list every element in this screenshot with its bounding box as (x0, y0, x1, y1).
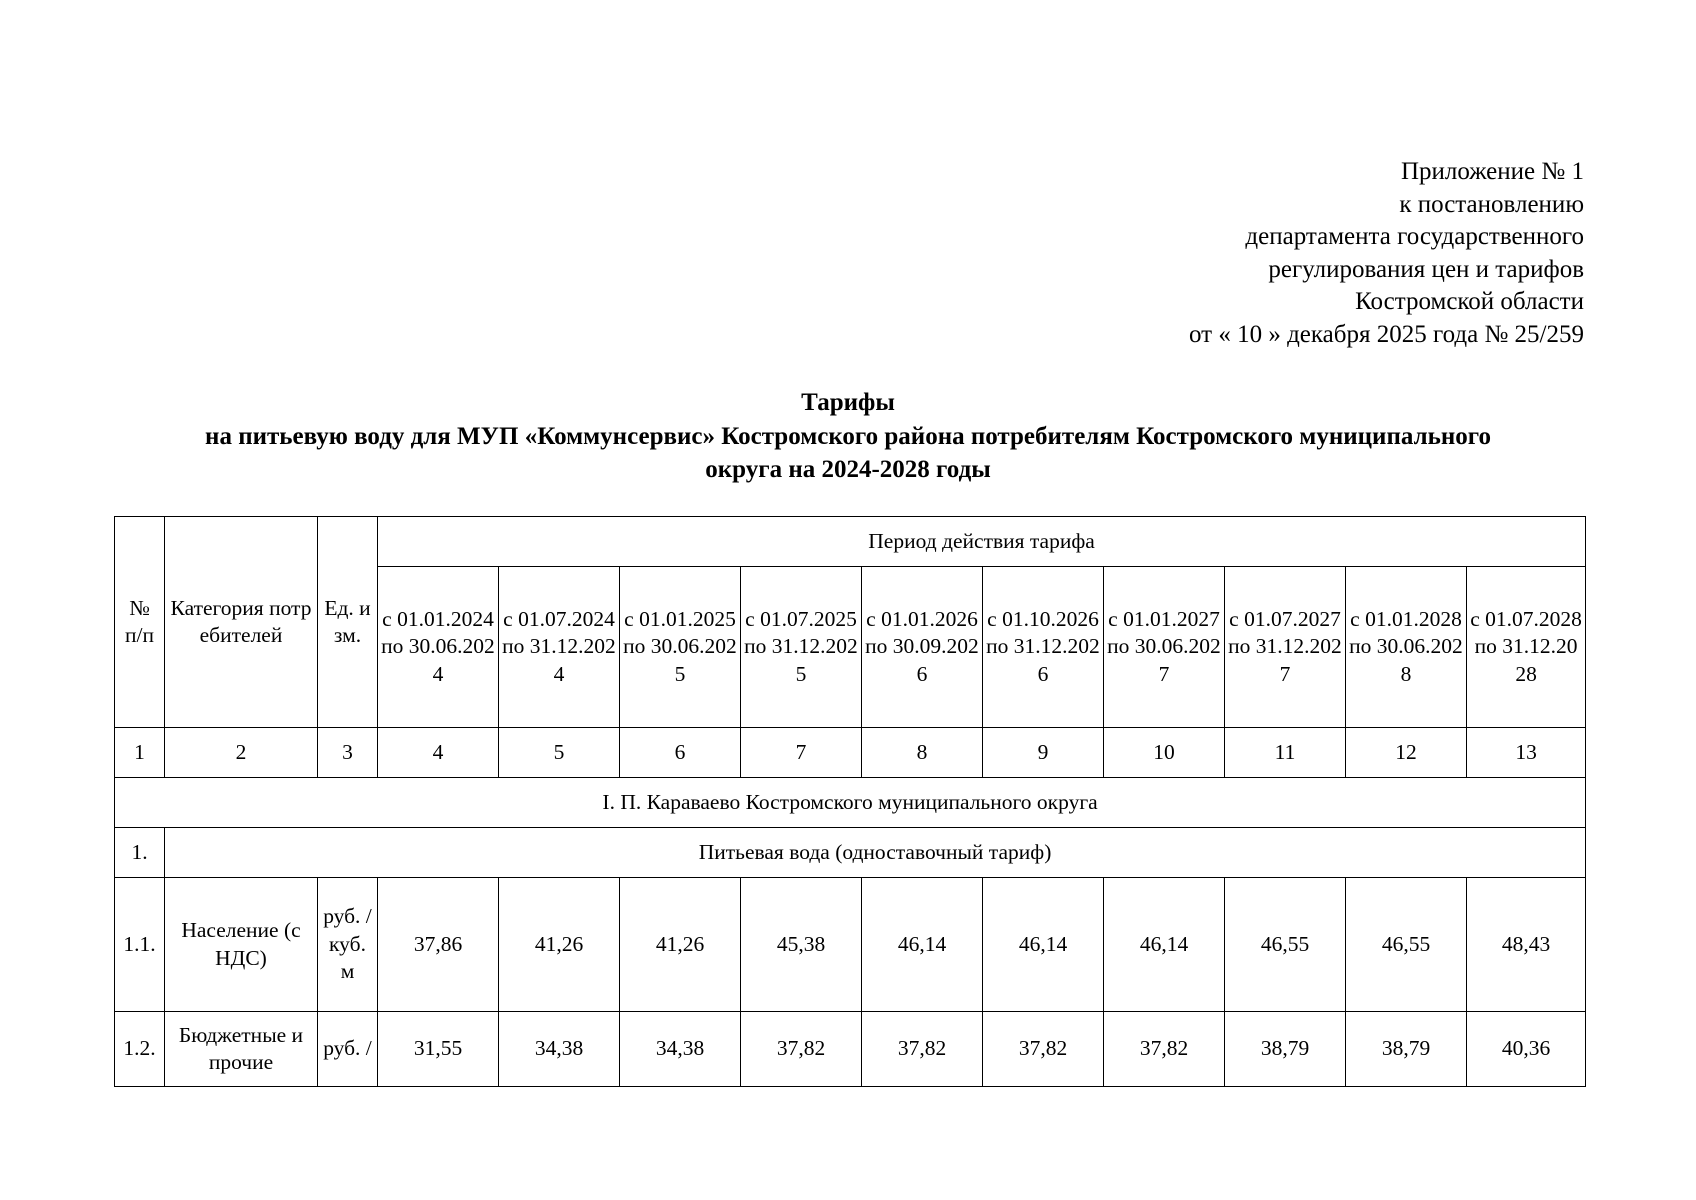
tariff-value: 45,38 (741, 878, 862, 1012)
appendix-line: департамента государственного (1245, 223, 1584, 251)
title-line: Тарифы (801, 389, 895, 416)
tariff-value: 37,82 (741, 1012, 862, 1087)
table-row (115, 878, 1586, 1012)
period-cell: с 01.07.2025 по 31.12.2025 (741, 567, 862, 728)
period-cell: с 01.01.2025 по 30.06.2025 (620, 567, 741, 728)
tariff-value: 41,26 (620, 878, 741, 1012)
period-cell: с 01.10.2026 по 31.12.2026 (983, 567, 1104, 728)
period-cell: с 01.01.2027 по 30.06.2027 (1104, 567, 1225, 728)
column-number: 1 (115, 728, 165, 778)
appendix-line: Приложение № 1 (1400, 158, 1584, 185)
column-number: 8 (862, 728, 983, 778)
period-cell: с 01.01.2026 по 30.09.2026 (862, 567, 983, 728)
column-number: 11 (1225, 728, 1346, 778)
period-cell: с 01.07.2024 по 31.12.2024 (499, 567, 620, 728)
column-number: 3 (318, 728, 378, 778)
tariff-value: 34,38 (499, 1012, 620, 1087)
document-title (0, 386, 1696, 487)
tariff-value: 37,86 (378, 878, 499, 1012)
column-number: 13 (1467, 728, 1586, 778)
header-period: Период действия тарифа (378, 517, 1586, 567)
table-row (115, 1012, 1586, 1087)
tariff-value: 37,82 (862, 1012, 983, 1087)
tariff-value: 46,55 (1225, 878, 1346, 1012)
tariff-value: 46,55 (1346, 878, 1467, 1012)
appendix-line: от « 10 » декабря 2025 года № 25/259 (1188, 320, 1584, 348)
column-number: 9 (983, 728, 1104, 778)
row-category: Население (с НДС) (165, 878, 318, 1012)
tariff-value: 31,55 (378, 1012, 499, 1087)
column-number: 5 (499, 728, 620, 778)
tariff-value: 46,14 (983, 878, 1104, 1012)
row-category: Бюджетные и прочие (165, 1012, 318, 1087)
tariff-table (114, 516, 1586, 1087)
period-cell: с 01.07.2027 по 31.12.2027 (1225, 567, 1346, 728)
tariff-value: 46,14 (862, 878, 983, 1012)
tariff-value: 38,79 (1225, 1012, 1346, 1087)
column-number: 10 (1104, 728, 1225, 778)
tariff-value: 40,36 (1467, 1012, 1586, 1087)
tariff-value: 41,26 (499, 878, 620, 1012)
title-line: на питьевую воду для МУП «Коммунсервис» Костромского района потребителям Костромского муниципального (205, 422, 1491, 450)
row-num: 1.1. (115, 878, 165, 1012)
tariff-value: 38,79 (1346, 1012, 1467, 1087)
column-number: 6 (620, 728, 741, 778)
tariff-value: 48,43 (1467, 878, 1586, 1012)
appendix-line: Костромской области (1355, 288, 1584, 316)
header-category: Категория потребителей (165, 517, 318, 728)
tariff-value: 37,82 (1104, 1012, 1225, 1087)
header-unit: Ед. изм. (318, 517, 378, 728)
column-number: 12 (1346, 728, 1467, 778)
column-number: 4 (378, 728, 499, 778)
tariff-value: 34,38 (620, 1012, 741, 1087)
header-num: № п/п (115, 517, 165, 728)
title-line: округа на 2024-2028 годы (705, 456, 991, 483)
subsection-num: 1. (115, 828, 165, 878)
period-cell: с 01.01.2024 по 30.06.2024 (378, 567, 499, 728)
tariff-value: 46,14 (1104, 878, 1225, 1012)
column-number: 7 (741, 728, 862, 778)
section-row: I. П. Караваево Костромского муниципального округа (115, 778, 1586, 828)
period-cell: с 01.07.2028 по 31.12.2028 (1467, 567, 1586, 728)
row-unit: руб. / (318, 1012, 378, 1087)
tariff-value: 37,82 (983, 1012, 1104, 1087)
appendix-line: регулирования цен и тарифов (1268, 255, 1584, 283)
row-num: 1.2. (115, 1012, 165, 1087)
appendix-line: к постановлению (1399, 190, 1584, 218)
period-cell: с 01.01.2028 по 30.06.2028 (1346, 567, 1467, 728)
subsection-label: Питьевая вода (одноставочный тариф) (165, 828, 1586, 878)
appendix-block (1189, 156, 1584, 352)
column-number: 2 (165, 728, 318, 778)
row-unit: руб. / куб. м (318, 878, 378, 1012)
